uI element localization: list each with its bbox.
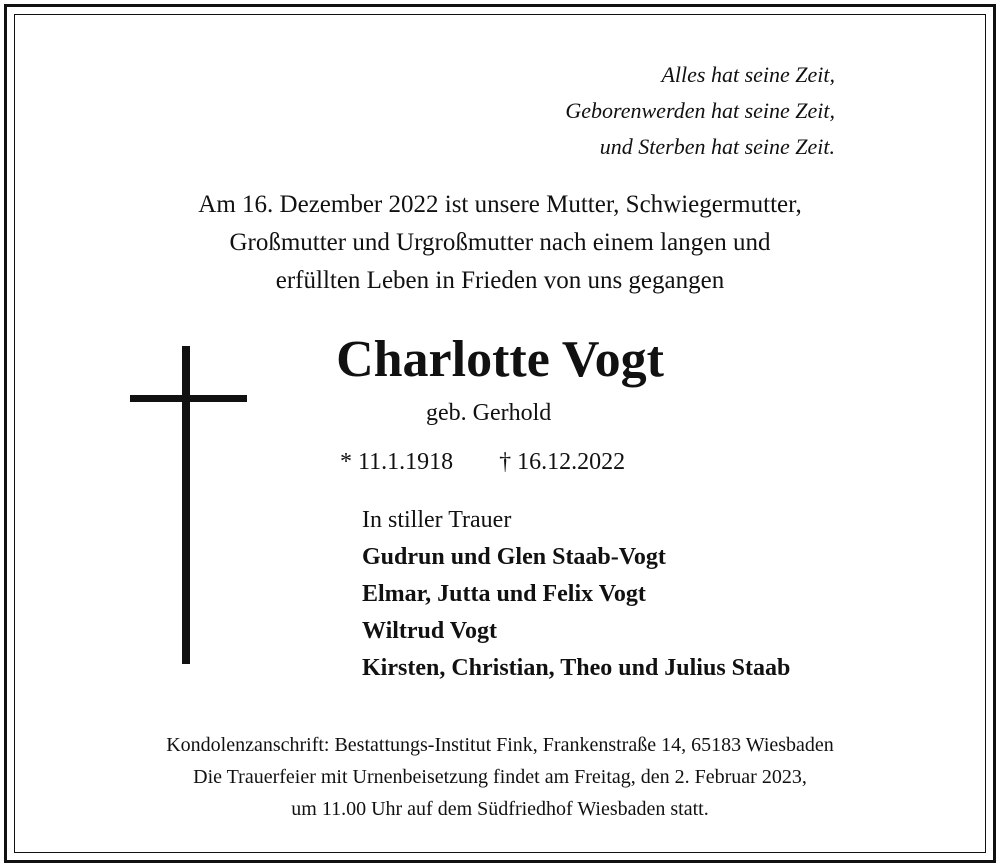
birth-name: geb. Gerhold bbox=[426, 400, 552, 426]
announcement-text bbox=[0, 186, 1000, 300]
mourner-family: Wiltrud Vogt bbox=[362, 618, 497, 644]
ceremony-info-line: Die Trauerfeier mit Urnenbeisetzung findet am Freitag, den 2. Februar 2023, bbox=[193, 766, 807, 788]
motto-line: Alles hat seine Zeit, bbox=[661, 62, 835, 87]
mourning-intro: In stiller Trauer bbox=[362, 507, 512, 533]
cross-vertical-bar bbox=[182, 346, 190, 664]
deceased-name: Charlotte Vogt bbox=[336, 331, 664, 388]
mourners-block bbox=[362, 502, 790, 687]
mourner-family: Elmar, Jutta und Felix Vogt bbox=[362, 581, 646, 607]
announcement-line: Am 16. Dezember 2022 ist unsere Mutter, Schwiegermutter, bbox=[198, 191, 802, 218]
motto-line: und Sterben hat seine Zeit. bbox=[599, 134, 835, 159]
motto-line: Geborenwerden hat seine Zeit, bbox=[565, 98, 835, 123]
life-dates bbox=[340, 449, 625, 476]
announcement-line: Großmutter und Urgroßmutter nach einem langen und bbox=[229, 229, 771, 256]
condolence-address: Kondolenzanschrift: Bestattungs-Institut Fink, Frankenstraße 14, 65183 Wiesbaden bbox=[166, 734, 834, 756]
footer-info bbox=[0, 729, 1000, 825]
death-date: † 16.12.2022 bbox=[499, 449, 626, 475]
announcement-line: erfüllten Leben in Frieden von uns gegangen bbox=[275, 267, 725, 294]
cross-horizontal-bar bbox=[130, 395, 247, 402]
mourner-family: Kirsten, Christian, Theo und Julius Staab bbox=[362, 655, 791, 681]
inner-border bbox=[14, 14, 986, 853]
ceremony-info-line: um 11.00 Uhr auf dem Südfriedhof Wiesbaden statt. bbox=[291, 798, 709, 820]
mourner-family: Gudrun und Glen Staab-Vogt bbox=[362, 544, 666, 570]
birth-date: * 11.1.1918 bbox=[340, 449, 454, 475]
motto-verse bbox=[565, 57, 835, 165]
